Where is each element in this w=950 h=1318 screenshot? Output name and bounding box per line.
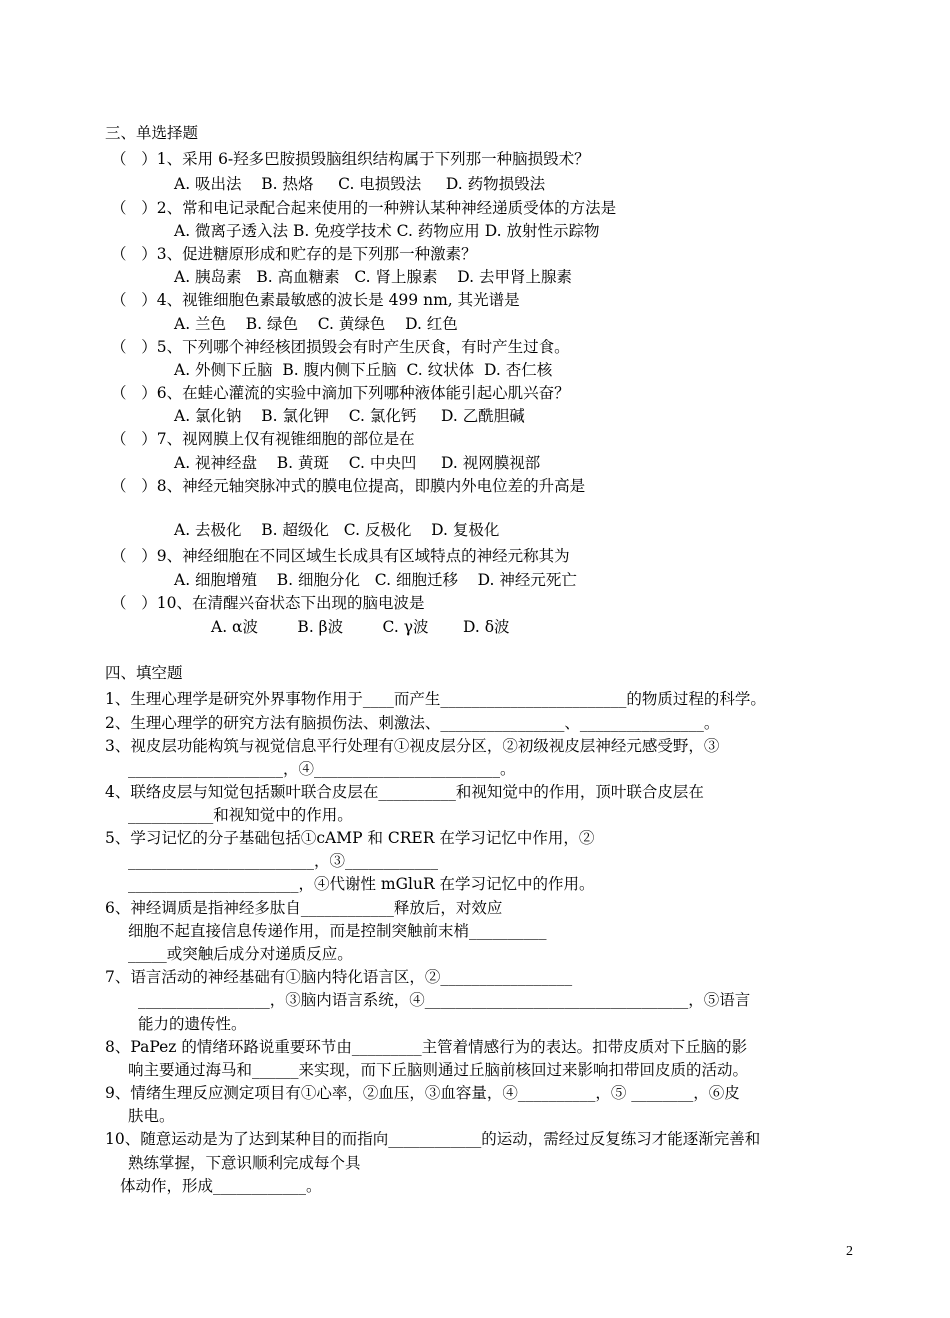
question-1: （ ）1、采用 6-羟多巴胺损毁脑组织结构属于下列那一种脑损毁术？ [111, 150, 590, 168]
fill-9-line-1: 9、情绪生理反应测定项目有①心率，②血压，③血容量，④__________，⑤ ________，⑥皮 [105, 1084, 740, 1102]
fill-7-line-1: 7、语言活动的神经基础有①脑内特化语言区，②_________________ [105, 968, 573, 986]
question-2-options: A. 微离子透入法 B. 免疫学技术 C. 药物应用 D. 放射性示踪物 [174, 222, 600, 240]
fill-7-line-2: _________________，③脑内语言系统，④__________________________________，⑤语言 [138, 991, 751, 1009]
fill-10-line-1: 10、随意运动是为了达到某种目的而指向____________的运动，需经过反复练习才能逐渐完善和 [105, 1130, 761, 1148]
section-4-title: 四、填空题 [105, 664, 183, 682]
fill-6-line-2: 细胞不起直接信息传递作用，而是控制突触前末梢__________ [128, 922, 547, 940]
fill-5-line-3: ______________________，④代谢性 mGluR 在学习记忆中的作用。 [128, 875, 595, 893]
question-8-options: A. 去极化 B. 超级化 C. 反极化 D. 复极化 [174, 521, 500, 539]
fill-7-line-3: 能力的遗传性。 [138, 1015, 247, 1033]
question-6: （ ）6、在蛙心灌流的实验中滴加下列哪种液体能引起心肌兴奋？ [111, 384, 570, 402]
fill-10-line-2: 熟练掌握，下意识顺利完成每个具 [128, 1154, 361, 1172]
fill-5-line-1: 5、学习记忆的分子基础包括①cAMP 和 CRER 在学习记忆中作用，② [105, 829, 595, 847]
question-10: （ ）10、在清醒兴奋状态下出现的脑电波是 [111, 594, 425, 612]
question-8: （ ）8、神经元轴突脉冲式的膜电位提高，即膜内外电位差的升高是 [111, 477, 586, 495]
fill-9-line-2: 肤电。 [128, 1107, 175, 1125]
question-1-options: A. 吸出法 B. 热烙 C. 电损毁法 D. 药物损毁法 [174, 175, 546, 193]
question-7: （ ）7、视网膜上仅有视锥细胞的部位是在 [111, 430, 415, 448]
fill-3-line-1: 3、视皮层功能构筑与视觉信息平行处理有①视皮层分区，②初级视皮层神经元感受野，③ [105, 737, 720, 755]
fill-6-line-3: _____或突触后成分对递质反应。 [128, 945, 353, 963]
fill-2: 2、生理心理学的研究方法有脑损伤法、刺激法、________________、________________。 [105, 714, 720, 732]
question-3: （ ）3、促进糖原形成和贮存的是下列那一种激素？ [111, 245, 477, 263]
page-number: 2 [846, 1244, 853, 1259]
fill-4-line-1: 4、联络皮层与知觉包括颞叶联合皮层在__________和视知觉中的作用，顶叶联合皮层在 [105, 783, 704, 801]
question-3-options: A. 胰岛素 B. 高血糖素 C. 肾上腺素 D. 去甲肾上腺素 [174, 268, 572, 286]
fill-8-line-2: 响主要通过海马和______来实现，而下丘脑则通过丘脑前核回过来影响扣带回皮质的活动。 [128, 1061, 749, 1079]
question-4-options: A. 兰色 B. 绿色 C. 黄绿色 D. 红色 [174, 315, 458, 333]
question-4: （ ）4、视锥细胞色素最敏感的波长是 499 nm, 其光谱是 [111, 291, 520, 309]
fill-5-line-2: ________________________，③____________ [128, 852, 439, 870]
question-5: （ ）5、下列哪个神经核团损毁会有时产生厌食，有时产生过食。 [111, 338, 570, 356]
question-6-options: A. 氯化钠 B. 氯化钾 C. 氯化钙 D. 乙酰胆碱 [174, 407, 525, 425]
fill-4-line-2: ___________和视知觉中的作用。 [128, 806, 353, 824]
fill-10-line-3: 体动作，形成____________。 [120, 1177, 322, 1195]
fill-3-line-2: ____________________，④________________________。 [128, 760, 516, 778]
question-7-options: A. 视神经盘 B. 黄斑 C. 中央凹 D. 视网膜视部 [174, 454, 541, 472]
fill-1: 1、生理心理学是研究外界事物作用于____而产生________________________的物质过程的科学。 [105, 690, 766, 708]
fill-8-line-1: 8、PaPez 的情绪环路说重要环节由_________主管着情感行为的表达。扣带皮质对下丘脑的影 [105, 1038, 748, 1056]
question-9-options: A. 细胞增殖 B. 细胞分化 C. 细胞迁移 D. 神经元死亡 [174, 571, 577, 589]
section-3-title: 三、单选择题 [105, 124, 199, 142]
question-5-options: A. 外侧下丘脑 B. 腹内侧下丘脑 C. 纹状体 D. 杏仁核 [174, 361, 553, 379]
question-9: （ ）9、神经细胞在不同区域生长成具有区域特点的神经元称其为 [111, 547, 570, 565]
question-2: （ ）2、常和电记录配合起来使用的一种辨认某种神经递质受体的方法是 [111, 199, 617, 217]
fill-6-line-1: 6、神经调质是指神经多肽自____________释放后，对效应 [105, 899, 503, 917]
question-10-options: A. α波 B. β波 C. γ波 D. δ波 [211, 618, 510, 636]
